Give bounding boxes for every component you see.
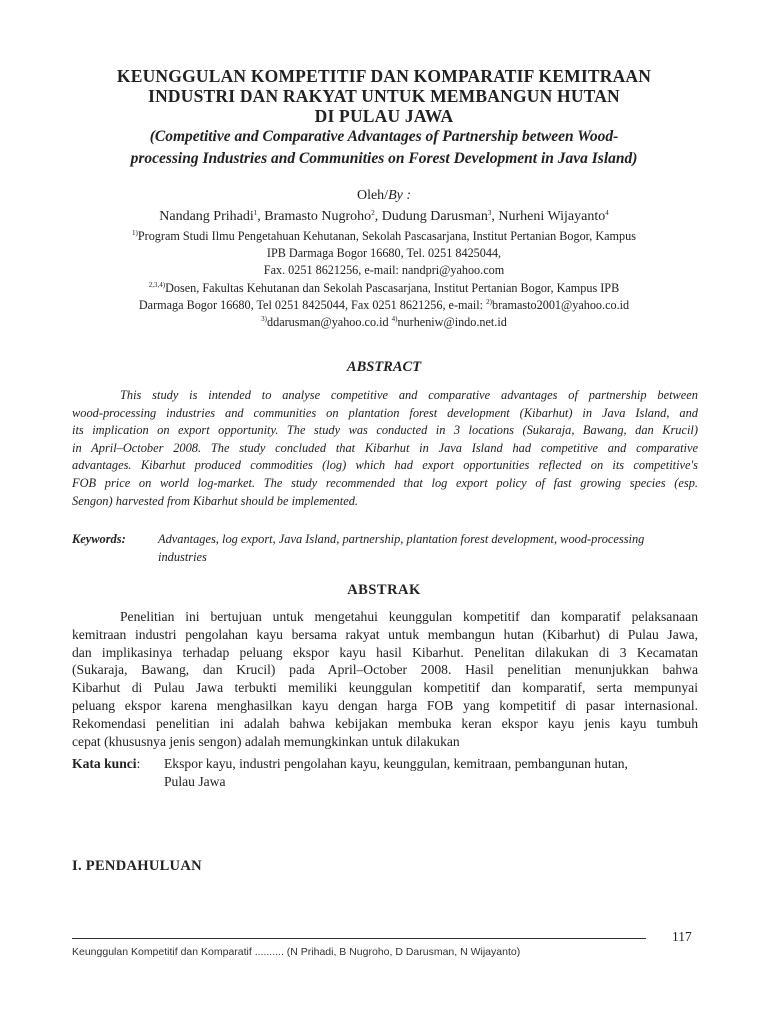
- affiliation-line: Fax. 0251 8621256, e-mail: nandpri@yahoo.com: [263, 263, 505, 278]
- abstract-line: in April–October 2008. The study concluded that Kibarhut in Java Island had competitive and comparative: [72, 440, 698, 455]
- paper-title: [60, 66, 708, 126]
- subtitle-line: processing Industries and Communities on Forest Development in Java Island): [130, 150, 638, 167]
- abstract-line: FOB price on world log-market. The study recommended that log export policy of fast growing species (esp.: [72, 475, 698, 490]
- author-sup: 4: [605, 209, 609, 217]
- affiliation-sup: 3): [261, 315, 267, 324]
- affiliation-text: Program Studi Ilmu Pengetahuan Kehutanan, Sekolah Pascasarjana, Institut Pertanian Bogor, Kampus: [137, 229, 636, 243]
- author-name: Nandang Prihadi: [159, 209, 254, 224]
- author-name: , Nurheni Wijayanto: [491, 209, 606, 224]
- abstract-line: its implication on export opportunity. The study was conducted in 3 locations (Sukaraja, Bawang, dan Krucil): [72, 423, 698, 438]
- byline-prefix: Oleh/: [356, 188, 389, 203]
- abstrak-body: [72, 608, 698, 750]
- author-sup: 1: [253, 209, 258, 217]
- footer-rule: [72, 938, 646, 939]
- kata-kunci-line: Ekspor kayu, industri pengolahan kayu, keunggulan, kemitraan, pembangunan hutan,: [164, 756, 628, 771]
- abstract-line: This study is intended to analyse competitive and comparative advantages of partnership between: [120, 388, 698, 402]
- kata-kunci-value: [164, 755, 698, 791]
- abstrak-line: peluang ekspor karena menghasilkan kayu dengan harga FOB yang kompetitif di pasar internasional.: [72, 697, 698, 713]
- abstract-line: wood-processing industries and communities on plantation forest development (Kibarhut) in Java Island, and: [72, 405, 698, 420]
- kata-kunci-label-text: Kata kunci: [72, 756, 137, 771]
- affiliation-email: nurheniw@indo.net.id: [397, 315, 507, 330]
- paper-subtitle-english: [50, 126, 718, 170]
- abstrak-line: (Sukaraja, Bawang, dan Krucil) pada April–October 2008. Hasil penelitian menunjukkan bahwa: [72, 662, 698, 678]
- abstract-heading: ABSTRACT: [346, 359, 422, 375]
- author-name: , Dudung Darusman: [374, 209, 488, 224]
- keywords-line: Advantages, log export, Java Island, partnership, plantation forest development, wood-processing: [158, 532, 645, 546]
- affiliations: [60, 228, 708, 331]
- kata-kunci-line: Pulau Jawa: [164, 774, 226, 789]
- byline-italic: By :: [388, 188, 412, 203]
- author-sup: 2: [371, 209, 375, 217]
- abstract-line: Sengon) harvested from Kibarhut should be implemented.: [72, 493, 358, 508]
- title-line: DI PULAU JAWA: [314, 106, 454, 126]
- affiliation-email: bramasto2001@yahoo.co.id: [491, 297, 630, 312]
- affiliation-sup: 2): [486, 297, 492, 306]
- running-footer: Keunggulan Kompetitif dan Komparatif .......... (N Prihadi, B Nugroho, D Darusman, N Wijayanto): [72, 946, 521, 958]
- title-line: INDUSTRI DAN RAKYAT UNTUK MEMBANGUN HUTAN: [148, 86, 620, 106]
- affiliation-sup: 1): [132, 229, 138, 237]
- subtitle-line: (Competitive and Comparative Advantages of Partnership between Wood-: [149, 128, 619, 145]
- keywords-line: industries: [158, 549, 207, 564]
- affiliation-text: Darmaga Bogor 16680, Tel 0251 8425044, Fax 0251 8621256, e-mail:: [138, 297, 487, 312]
- abstract-body: [72, 387, 698, 510]
- abstract-line: advantages. Kibarhut produced commodities (log) which had export opportunities reflected on its competitive's: [72, 458, 698, 473]
- affiliation-text: Dosen, Fakultas Kehutanan dan Sekolah Pascasarjana, Institut Pertanian Bogor, Kampus IPB: [165, 280, 620, 295]
- author-list: [40, 208, 728, 225]
- affiliation-sup: 4): [391, 315, 398, 324]
- affiliation-line: [60, 297, 708, 314]
- affiliation-line: IPB Darmaga Bogor 16680, Tel. 0251 8425044,: [266, 246, 502, 261]
- section-heading: I. PENDAHULUAN: [72, 858, 202, 874]
- affiliation-line: [60, 228, 708, 245]
- keywords-label: Keywords:: [72, 532, 126, 546]
- kata-kunci-label: [72, 755, 140, 773]
- page-number: 117: [672, 929, 692, 944]
- affiliation-sup: 2,3,4): [148, 280, 166, 289]
- kata-kunci-colon: :: [136, 756, 141, 771]
- author-name: , Bramasto Nugroho: [257, 209, 372, 224]
- abstrak-line: Penelitian ini bertujuan untuk mengetahui keunggulan kompetitif dan komparatif pelaksanaan: [120, 609, 698, 624]
- affiliation-line: [60, 314, 708, 331]
- keywords-value: [158, 531, 698, 566]
- affiliation-email: ddarusman@yahoo.co.id: [267, 315, 392, 330]
- title-line: KEUNGGULAN KOMPETITIF DAN KOMPARATIF KEMITRAAN: [116, 66, 652, 86]
- abstrak-line: Rekomendasi penelitian ini adalah bahwa kebijakan membuka keran ekspor kayu jenis kayu tumbuh: [72, 715, 698, 731]
- abstrak-line: kemitraan industri pengolahan kayu bersama rakyat untuk membangun hutan (Kibarhut) di Pulau Jawa,: [72, 626, 698, 642]
- abstrak-line: dan implikasinya terhadap peluang ekspor kayu hasil Kibarhut. Penelitan dilakukan di 3 Kecamatan: [72, 644, 698, 660]
- abstrak-line: cepat (khususnya jenis sengon) adalah memungkinkan untuk dilakukan: [72, 733, 460, 749]
- abstrak-heading: ABSTRAK: [347, 582, 421, 598]
- author-sup: 3: [487, 209, 492, 217]
- abstrak-line: Kibarhut di Pulau Jawa terbukti memiliki keunggulan kompetitif dan komparatif, serta mempunyai: [72, 680, 698, 696]
- affiliation-line: [60, 280, 708, 297]
- byline: [60, 187, 708, 204]
